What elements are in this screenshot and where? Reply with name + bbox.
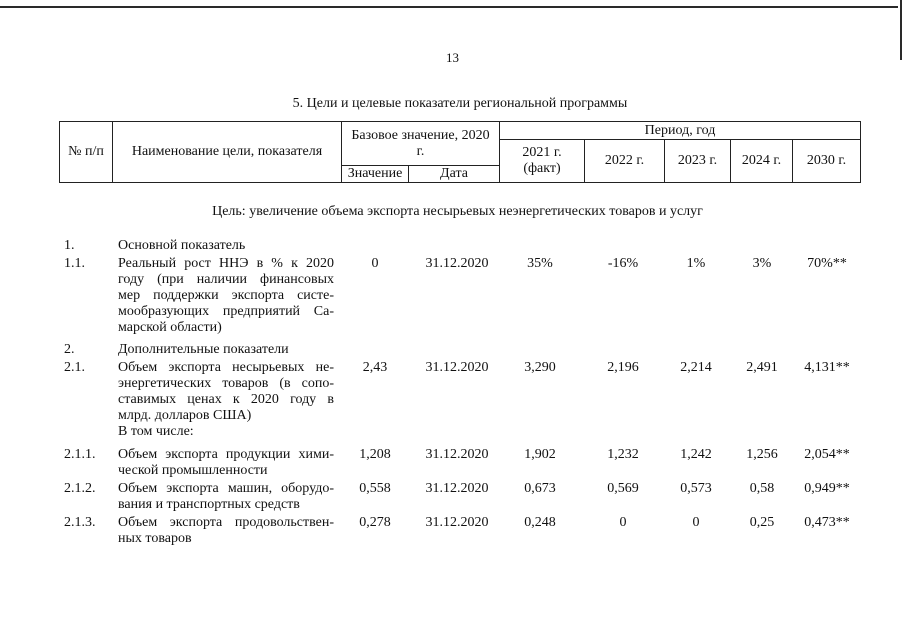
page-number: 13 [446,50,459,65]
row-num: 1. [64,238,75,253]
row-name-line: ных товаров [118,531,192,546]
cell-2023: 0 [692,515,700,530]
cell-base-value: 0,278 [359,515,391,530]
cell-2024: 0,58 [749,481,775,496]
header-base: Базовое значение, 2020 г. [342,122,500,166]
cell-2030: 70%** [807,256,847,271]
row-num: 1.1. [64,256,85,271]
cell-2022: -16% [607,256,639,271]
cell-base-value: 0 [371,256,379,271]
cell-base-value: 2,43 [362,360,388,375]
row-name-line: Основной показатель [118,238,246,253]
header-base-date: Дата [409,166,500,183]
row-name [118,342,334,358]
row-name [118,447,334,479]
row-num: 2. [64,342,75,357]
cell-2023: 1,242 [680,447,712,462]
cell-base-date: 31.12.2020 [425,447,489,462]
cell-2023: 2,214 [680,360,712,375]
cell-2022: 0 [619,515,627,530]
cell-base-date: 31.12.2020 [425,481,489,496]
row-name-line: году (при наличии финансовых [118,272,334,287]
cell-base-date: 31.12.2020 [425,360,489,375]
cell-base-date: 31.12.2020 [425,515,489,530]
header-year-2024: 2024 г. [731,140,793,183]
cell-2021: 35% [527,256,553,271]
row-name-line: Объем экспорта машин, оборудо- [118,481,334,496]
cell-2030: 0,949** [804,481,850,496]
header-year-2030: 2030 г. [793,140,861,183]
row-num: 2.1. [64,360,85,375]
cell-2024: 2,491 [746,360,778,375]
scan-top-border [0,6,898,8]
cell-2030: 4,131** [804,360,850,375]
cell-base-value: 0,558 [359,481,391,496]
cell-2023: 1% [686,256,706,271]
row-name [118,238,334,254]
row-name-line: Объем экспорта несырьевых не- [118,360,334,375]
header-num: № п/п [60,122,113,183]
row-name-line: мер поддержки экспорта систе- [118,288,334,303]
indicators-table-header [59,121,861,183]
header-period: Период, год [500,122,861,140]
row-name [118,481,334,513]
row-name-line: ческой промышленности [118,463,268,478]
cell-2022: 0,569 [607,481,639,496]
header-name: Наименование цели, показателя [113,122,342,183]
row-name-line: Объем экспорта продукции хими- [118,447,334,462]
cell-2030: 2,054** [804,447,850,462]
row-num: 2.1.2. [64,481,96,496]
cell-2030: 0,473** [804,515,850,530]
header-year-2021: 2021 г. (факт) [500,140,585,183]
cell-base-value: 1,208 [359,447,391,462]
row-name [118,256,334,336]
cell-2021: 3,290 [524,360,556,375]
cell-2022: 2,196 [607,360,639,375]
cell-2023: 0,573 [680,481,712,496]
row-num: 2.1.3. [64,515,96,530]
cell-2021: 0,248 [524,515,556,530]
row-name-line: В том числе: [118,424,194,439]
row-name-line: Объем экспорта продовольствен- [118,515,334,530]
row-name [118,515,334,547]
row-num: 2.1.1. [64,447,96,462]
row-name-line: Дополнительные показатели [118,342,289,357]
row-name-line: млрд. долларов США) [118,408,252,423]
header-year-2023: 2023 г. [665,140,731,183]
cell-2022: 1,232 [607,447,639,462]
row-name [118,360,334,440]
cell-2024: 1,256 [746,447,778,462]
header-year-2022: 2022 г. [585,140,665,183]
cell-2021: 0,673 [524,481,556,496]
cell-2024: 0,25 [749,515,775,530]
section-title: 5. Цели и целевые показатели региональной программы [292,96,628,111]
row-name-line: вания и транспортных средств [118,497,300,512]
goal-statement: Цель: увеличение объема экспорта несырьевых неэнергетических товаров и услуг [212,204,703,219]
cell-2021: 1,902 [524,447,556,462]
row-name-line: энергетических товаров (в сопо- [118,376,334,391]
row-name-line: ставимых ценах к 2020 году в [118,392,334,407]
cell-base-date: 31.12.2020 [425,256,489,271]
row-name-line: мообразующих предприятий Са- [118,304,334,319]
header-base-value: Значение [342,166,409,183]
cell-2024: 3% [752,256,772,271]
row-name-line: марской области) [118,320,222,335]
row-name-line: Реальный рост ННЭ в % к 2020 [118,256,334,271]
